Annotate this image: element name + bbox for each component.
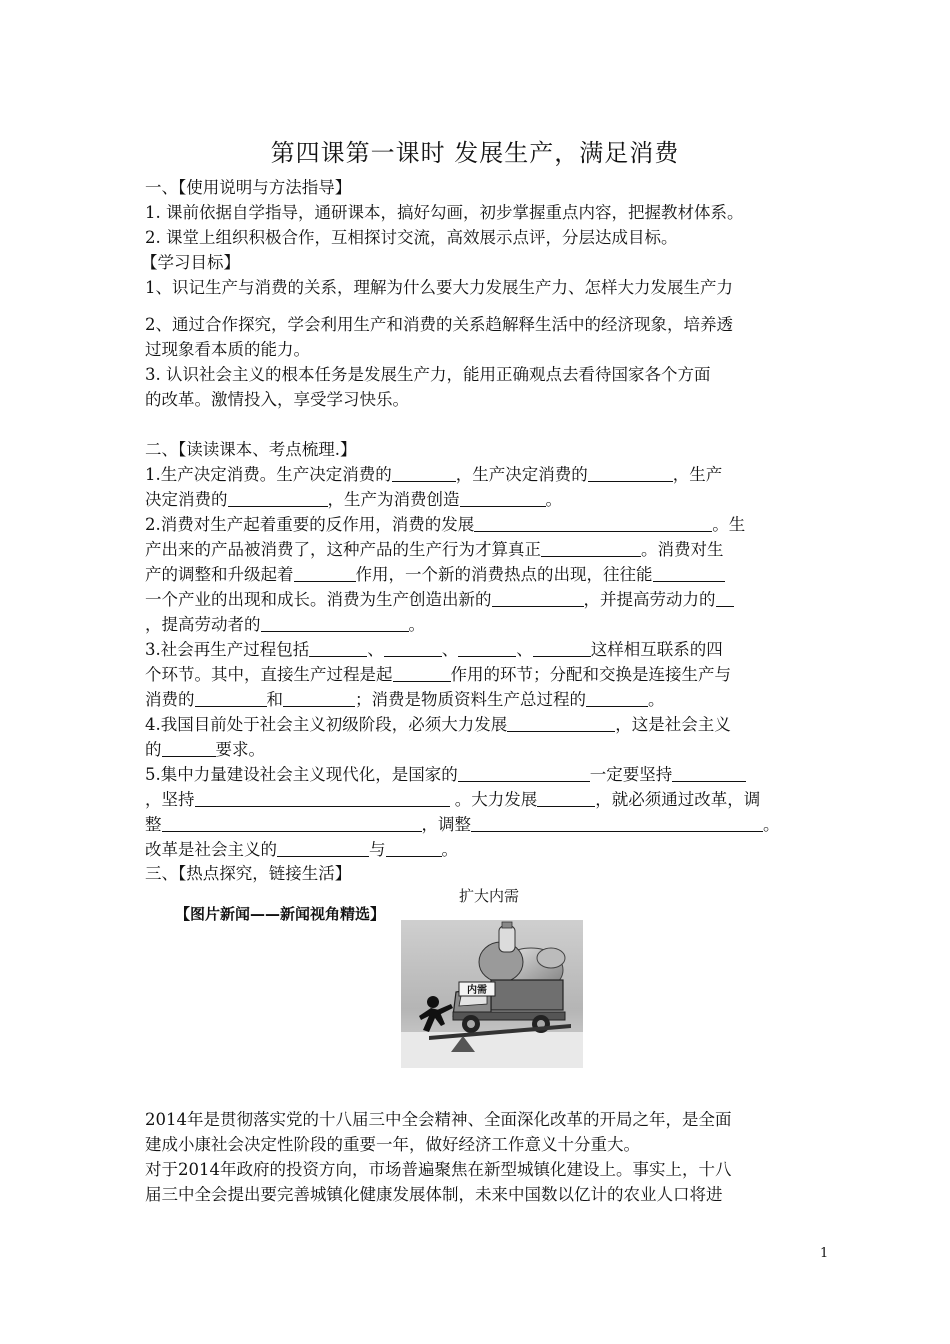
figure-title: 扩大内需	[459, 887, 520, 905]
fill-blank[interactable]	[294, 565, 356, 582]
text-fragment: 。	[545, 490, 562, 509]
fill-blank[interactable]	[537, 790, 595, 807]
text-fragment: 5.集中力量建设社会主义现代化，是国家的	[145, 765, 458, 784]
goal-3-line-2: 的改革。激情投入，享受学习快乐。	[145, 390, 409, 409]
text-fragment: 消费的	[145, 690, 195, 709]
point-5-line-2	[145, 788, 760, 812]
goals-heading: 【学习目标】	[141, 253, 240, 272]
text-fragment: 。	[648, 690, 665, 709]
section3-heading: 三、【热点探究，链接生活】	[145, 864, 352, 883]
point-5-line-3	[145, 813, 780, 837]
fill-blank[interactable]	[653, 565, 725, 582]
text-fragment: ；消费是物质资料生产总过程的	[355, 690, 586, 709]
fill-blank[interactable]	[384, 640, 442, 657]
figure-label: 【图片新闻——新闻视角精选】	[175, 905, 386, 923]
fill-blank[interactable]	[195, 690, 267, 707]
text-fragment: 这样相互联系的四	[590, 640, 723, 659]
text-fragment: 4.我国目前处于社会主义初级阶段，必须大力发展	[145, 715, 508, 734]
text-fragment: 作用，一个新的消费热点的出现，往往能	[355, 565, 653, 584]
news-cartoon-image	[401, 920, 583, 1068]
text-fragment: 1.生产决定消费。生产决定消费的	[145, 465, 392, 484]
fill-blank[interactable]	[309, 640, 367, 657]
fill-blank[interactable]	[392, 465, 456, 482]
section2-heading: 二、【读读课本、考点梳理.】	[145, 440, 357, 459]
fill-blank[interactable]	[471, 815, 763, 832]
point-3-line-2	[145, 663, 731, 687]
fill-blank[interactable]	[261, 615, 409, 632]
goal-3-line-1: 3. 认识社会主义的根本任务是发展生产力，能用正确观点去看待国家各个方面	[145, 365, 711, 384]
instruction-2: 2. 课堂上组织积极合作，互相探讨交流，高效展示点评，分层达成目标。	[145, 228, 678, 247]
fill-blank[interactable]	[507, 715, 615, 732]
text-fragment: 。	[763, 815, 780, 834]
text-fragment: ，调整	[421, 815, 471, 834]
text-fragment: 。	[408, 615, 425, 634]
text-fragment: 。生	[712, 515, 746, 534]
text-fragment: ，生产为消费创造	[327, 490, 460, 509]
point-2-line-1	[145, 513, 745, 537]
page-title: 第四课第一课时 发展生产，满足消费	[270, 139, 680, 167]
text-fragment: ，提高劳动者的	[145, 615, 261, 634]
fill-blank[interactable]	[716, 590, 734, 607]
text-fragment: 和	[266, 690, 283, 709]
text-fragment: 与	[369, 840, 386, 859]
fill-blank[interactable]	[541, 540, 641, 557]
text-fragment: 产出来的产品被消费了，这种产品的生产行为才算真正	[145, 540, 541, 559]
article-para-2-line-1: 对于2014年政府的投资方向，市场普遍聚焦在新型城镇化建设上。事实上，十八	[145, 1160, 732, 1179]
point-2-line-2	[145, 538, 724, 562]
section1-heading: 一、【使用说明与方法指导】	[145, 178, 352, 197]
text-fragment: 、	[367, 640, 384, 659]
point-4-line-1	[145, 713, 731, 737]
text-fragment: ，生产	[672, 465, 723, 484]
text-fragment: 2.消费对生产起着重要的反作用，消费的发展	[145, 515, 475, 534]
text-fragment: 的	[145, 740, 162, 759]
point-5-line-1	[145, 763, 746, 787]
fill-blank[interactable]	[492, 590, 584, 607]
point-2-line-5	[145, 613, 425, 637]
text-fragment: 。大力发展	[449, 790, 538, 809]
fill-blank[interactable]	[458, 765, 590, 782]
article-para-1-line-2: 建成小康社会决定性阶段的重要一年，做好经济工作意义十分重大。	[145, 1135, 640, 1154]
article-para-1-line-1: 2014年是贯彻落实党的十八届三中全会精神、全面深化改革的开局之年，是全面	[145, 1110, 732, 1129]
goal-2-line-1: 2、通过合作探究，学会利用生产和消费的关系趋解释生活中的经济现象，培养透	[145, 315, 733, 334]
point-3-line-3	[145, 688, 665, 712]
text-fragment: 。消费对生	[641, 540, 724, 559]
goal-1: 1、识记生产与消费的关系，理解为什么要大力发展生产力、怎样大力发展生产力	[145, 278, 733, 297]
text-fragment: 个环节。其中，直接生产过程是起	[145, 665, 393, 684]
fill-blank[interactable]	[283, 690, 355, 707]
text-fragment: 一个产业的出现和成长。消费为生产创造出新的	[145, 590, 492, 609]
fill-blank[interactable]	[195, 790, 450, 807]
instruction-1: 1. 课前依据自学指导，通研课本，搞好勾画，初步掌握重点内容，把握教材体系。	[145, 203, 744, 222]
text-fragment: 决定消费的	[145, 490, 228, 509]
text-fragment: 要求。	[215, 740, 265, 759]
fill-blank[interactable]	[277, 840, 369, 857]
fill-blank[interactable]	[228, 490, 328, 507]
truck-sign-text: 内需	[467, 985, 487, 996]
fill-blank[interactable]	[672, 765, 746, 782]
text-fragment: ，坚持	[145, 790, 195, 809]
fill-blank[interactable]	[460, 490, 546, 507]
text-fragment: 改革是社会主义的	[145, 840, 277, 859]
text-fragment: ，这是社会主义	[615, 715, 731, 734]
page-number: 1	[820, 1246, 829, 1261]
fill-blank[interactable]	[533, 640, 591, 657]
text-fragment: 整	[145, 815, 162, 834]
text-fragment: 作用的环节；分配和交换是连接生产与	[450, 665, 731, 684]
text-fragment: ，并提高劳动力的	[583, 590, 716, 609]
point-2-line-3	[145, 563, 725, 587]
fill-blank[interactable]	[393, 665, 451, 682]
point-1-line-1	[145, 463, 722, 487]
fill-blank[interactable]	[162, 740, 216, 757]
point-1-line-2	[145, 488, 562, 512]
fill-blank[interactable]	[586, 690, 648, 707]
text-fragment: 。	[441, 840, 458, 859]
point-5-line-4	[145, 838, 458, 862]
text-fragment: 、	[441, 640, 459, 659]
point-4-line-2	[145, 738, 265, 762]
fill-blank[interactable]	[162, 815, 422, 832]
fill-blank[interactable]	[474, 515, 712, 532]
goal-2-line-2: 过现象看本质的能力。	[145, 340, 310, 359]
point-2-line-4	[145, 588, 734, 612]
text-fragment: 、	[516, 640, 533, 659]
text-fragment: 3.社会再生产过程包括	[145, 640, 310, 659]
fill-blank[interactable]	[588, 465, 673, 482]
fill-blank[interactable]	[386, 840, 442, 857]
point-3-line-1	[145, 638, 723, 662]
fill-blank[interactable]	[458, 640, 516, 657]
text-fragment: ，就必须通过改革，调	[595, 790, 761, 809]
article-para-2-line-2: 届三中全会提出要完善城镇化健康发展体制，未来中国数以亿计的农业人口将进	[145, 1185, 723, 1204]
text-fragment: ，生产决定消费的	[455, 465, 588, 484]
text-fragment: 产的调整和升级起着	[145, 565, 294, 584]
text-fragment: 一定要坚持	[589, 765, 673, 784]
